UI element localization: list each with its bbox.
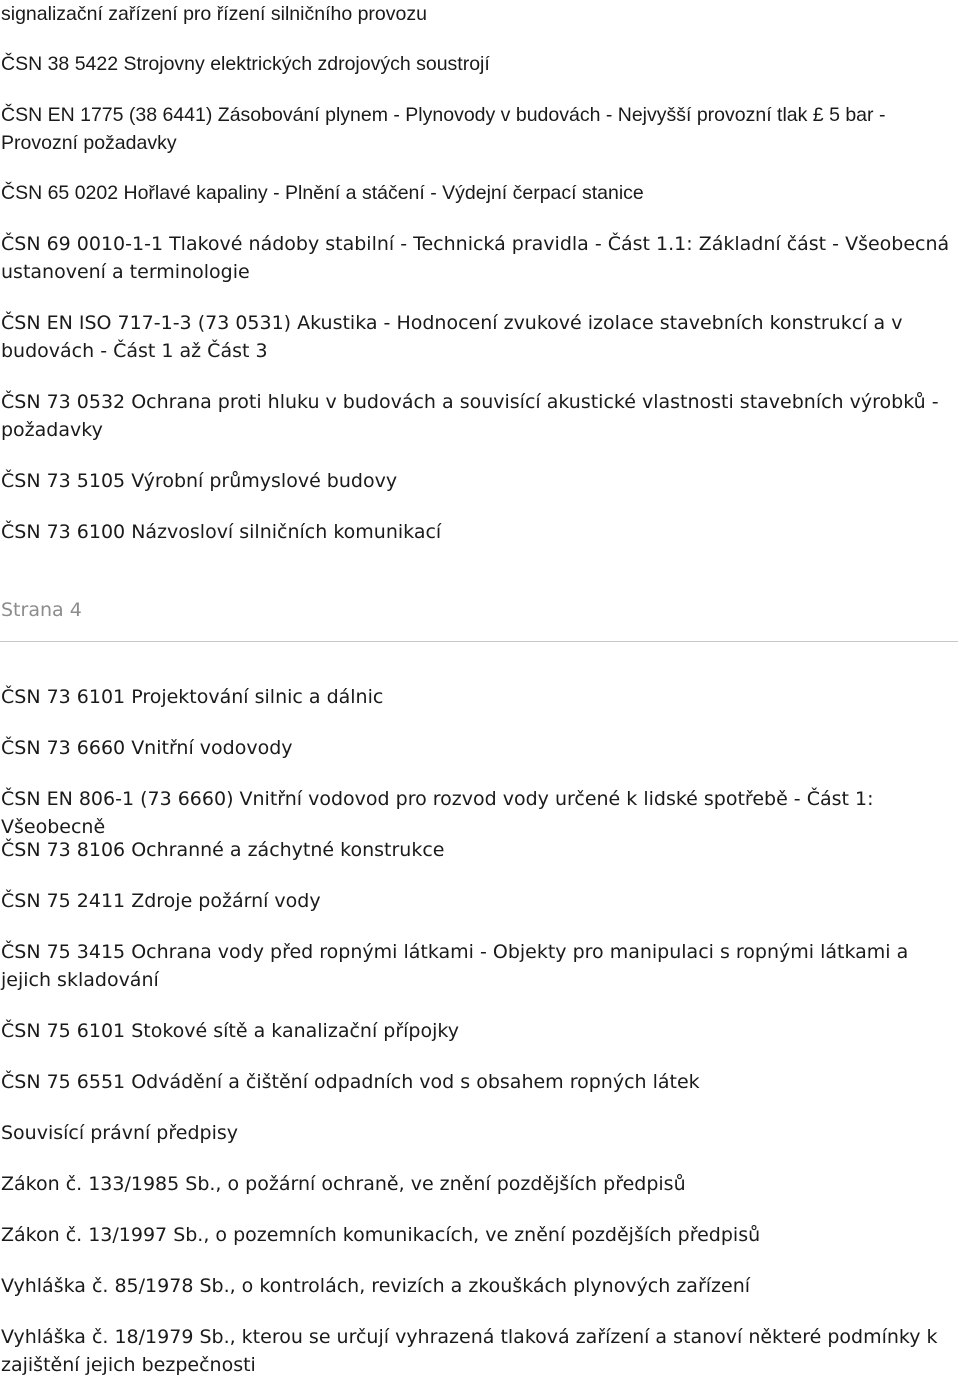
list-item: ČSN 75 6551 Odvádění a čištění odpadních vod s obsahem ropných látek [1, 1071, 700, 1093]
list-item: signalizační zařízení pro řízení silničního provozu [1, 3, 427, 25]
list-item: ČSN 69 0010-1-1 Tlakové nádoby stabilní - Technická pravidla - Část 1.1: Základní část - Všeobecná ustanovení a terminologie [1, 233, 950, 283]
page-divider [0, 641, 958, 642]
list-item: ČSN 75 6101 Stokové sítě a kanalizační přípojky [1, 1020, 459, 1042]
list-item: ČSN 73 5105 Výrobní průmyslové budovy [1, 470, 398, 492]
list-item: ČSN 38 5422 Strojovny elektrických zdrojových soustrojí [1, 53, 490, 75]
list-item: ČSN 73 6101 Projektování silnic a dálnic [1, 686, 384, 708]
list-item: ČSN 73 6100 Názvosloví silničních komunikací [1, 521, 442, 543]
list-item: Vyhláška č. 18/1979 Sb., kterou se určují vyhrazená tlaková zařízení a stanoví některé podmínky k zajištění jejich bezpečnosti [1, 1326, 938, 1376]
page-number-label: Strana 4 [1, 599, 82, 621]
list-item: ČSN EN ISO 717-1-3 (73 0531) Akustika - Hodnocení zvukové izolace stavebních konstrukcí a v budovách - Část 1 až Část 3 [1, 312, 903, 362]
list-item: ČSN 75 3415 Ochrana vody před ropnými látkami - Objekty pro manipulaci s ropnými látkami a jejich skladování [1, 941, 909, 991]
list-item: ČSN 75 2411 Zdroje požární vody [1, 890, 321, 912]
section-heading: Souvisící právní předpisy [1, 1122, 238, 1144]
list-item: ČSN 65 0202 Hořlavé kapaliny - Plnění a stáčení - Výdejní čerpací stanice [1, 182, 644, 204]
list-item: Vyhláška č. 85/1978 Sb., o kontrolách, revizích a zkouškách plynových zařízení [1, 1275, 751, 1297]
list-item: Zákon č. 133/1985 Sb., o požární ochraně, ve znění pozdějších předpisů [1, 1173, 686, 1195]
list-item: ČSN EN 1775 (38 6441) Zásobování plynem - Plynovody v budovách - Nejvyšší provozní tlak £ 5 bar - Provozní požadavky [1, 104, 886, 154]
list-item: ČSN EN 806-1 (73 6660) Vnitřní vodovod pro rozvod vody určené k lidské spotřebě - Část 1: Všeobecně [1, 788, 874, 838]
list-item: Zákon č. 13/1997 Sb., o pozemních komunikacích, ve znění pozdějších předpisů [1, 1224, 761, 1246]
list-item: ČSN 73 8106 Ochranné a záchytné konstrukce [1, 839, 445, 861]
list-item: ČSN 73 6660 Vnitřní vodovody [1, 737, 293, 759]
list-item: ČSN 73 0532 Ochrana proti hluku v budovách a souvisící akustické vlastnosti stavebních výrobků - požadavky [1, 391, 939, 441]
